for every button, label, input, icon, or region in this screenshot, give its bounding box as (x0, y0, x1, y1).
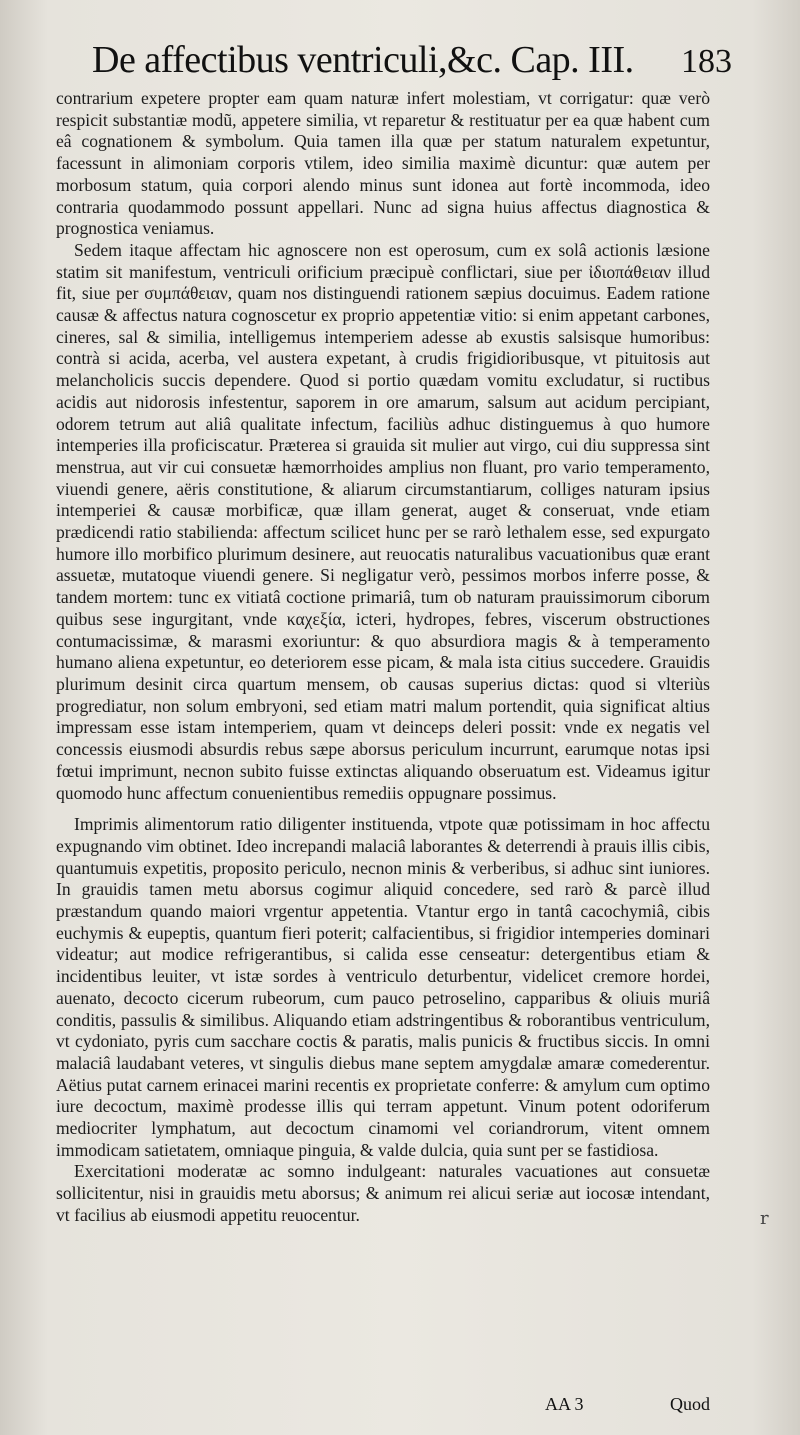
paragraph-continuation: contrarium expetere propter eam quam naturæ infert molestiam, vt corrigatur: quæ verò respicit substantiæ modũ, appetere similia, vt reparetur & restituatur per ea quæ habent cum eâ cognationem & symbolum. Quia tamen illa quæ per statum naturalem expetuntur, facessunt in alimoniam corporis vtilem, ideo similia maximè dicuntur: quæ autem per morbosum statum, quia corpori alendo minus sunt idonea aut fortè incommoda, ideo contraria quodammodo possunt appellari. Nunc ad signa huius affectus diagnostica & prognostica veniamus. (56, 88, 710, 239)
paragraph-diet: Imprimis alimentorum ratio diligenter instituenda, vtpote quæ potissimam in hoc affectu expugnando vim obtinet. Ideo increpandi malaciâ laborantes & deterrendi à prauis illis cibis, quantumuis expetitis, proposito periculo, necnon minis & verberibus, si adhuc sint iuniores. In grauidis tamen metu aborsus cogimur aliquid concedere, sed rarò & parcè illud præstandum quando maiori vrgentur appetentia. Vtantur ergo in tantâ cacochymiâ, cibis euchymis & eupeptis, quantum fieri poterit; calfacientibus, si frigidior intemperies dominari videatur; aut modice refrigerantibus, si calida esse censeatur: detergentibus etiam & incidentibus leuiter, vt istæ sordes à ventriculo deturbentur, videlicet cremore hordei, auenato, decocto cicerum rubeorum, cum pauco petroselino, capparibus & oliuis muriâ conditis, passulis & similibus. Aliquando etiam adstringentibus & roborantibus ventriculum, vt cydoniato, pyris cum sacchare coctis & paratis, malis punicis & fructibus siccis. In omni malaciâ laudabant veteres, vt singulis diebus mane septem amygdalæ amaræ comederentur. Aëtius putat carnem erinacei marini recentis ex proprietate conferre: & amylum cum optimo iure decoctum, maximè prodesse illis qui terram appetunt. Vinum potent odoriferum mediocriter lymphatum, aut decoctum cinamomi vel coriandrorum, vitent omnem immodicam satietatem, omniaque pinguia, & valde dulcia, quia sunt per se fastidiosa. (56, 814, 710, 1160)
paragraph-signs: Sedem itaque affectam hic agnoscere non est operosum, cum ex solâ actionis læsione statim sit manifestum, ventriculi orificium præcipuè conflictari, siue per ἰδιοπάθειαν illud fit, siue per συμπάθειαν, quam nos distinguendi rationem sæpius docuimus. Eadem ratione causæ & affectus natura cognoscetur ex proprio appetentiæ vitio: si enim appetant carbones, cineres, sal & similia, intelligemus intemperiem adesse ab exustis salsisque humoribus: contrà si acida, acerba, vel austera expetant, à crudis frigidioribusque, vt pituitosis aut melancholicis succis dependere. Quod si portio quædam vomitu excludatur, si ructibus acidis aut nidorosis infestentur, saporem in ore amarum, salsum aut acidum percipiant, odorem tetrum aut aliâ qualitate infectum, faciliùs adhuc distinguemus à quo humore intemperies illa proficiscatur. Præterea si grauida sit mulier aut virgo, cui diu suppressa sint menstrua, aut vir cui consuetæ hæmorrhoides amplius non fluant, pro vario temperamento, viuendi genere, aëris constitutione, & aliarum circumstantiarum, colliges naturam ipsius intemperiei & causæ morbificæ, quæ illam generat, auget & conseruat, vnde etiam prædicendi ratio stabilienda: affectum scilicet hunc per se rarò lethalem esse, sed expurgato humore illo morbifico plurimum desinere, aut reuocatis naturalibus vacuationibus quæ erant assuetæ, mutatoque viuendi genere. Si negligatur verò, pessimos morbos inferre posse, & tandem mortem: tunc ex vitiatâ coctione primariâ, tum ob naturam prauissimorum ciborum quibus sese ingurgitant, vnde καχεξία, icteri, hydropes, febres, viscerum obstructiones contumacissimæ, & marasmi exoriuntur: & quo absurdiora magis & à temperamento humano aliena expetuntur, eo deteriorem esse picam, & mala ista citius succedere. Grauidis plurimum desinit circa quartum mensem, ob causas superius dictas: quod si vlteriùs progrediatur, non solum embryoni, sed etiam matri malum portendit, quia significat altius impressam esse istam intemperiem, quam vt deinceps deleri possit: vnde ex negatis vel concessis eiusmodi absurdis rebus sæpe aborsus periculum incurrunt, earumque notas ipsi fœtui imprimunt, necnon subito fuisse extinctas aliquando obseruatum est. Videamus igitur quomodo hunc affectum conuenientibus remediis oppugnare possimus. (56, 239, 710, 803)
page-header (92, 38, 732, 88)
page-footer (545, 1394, 710, 1415)
paragraph-exercise: Exercitationi moderatæ ac somno indulgeant: naturales vacuationes aut consuetæ sollicitentur, nisi in grauidis metu aborsus; & animum rei alicui seriæ aut iocosæ intendant, vt facilius ab eiusmodi appetitu reuocentur. (56, 1161, 710, 1225)
signature-mark: AA 3 (545, 1394, 584, 1414)
body-text (56, 88, 710, 1227)
margin-mark: r (760, 1208, 769, 1229)
catchword: Quod (670, 1394, 710, 1414)
running-title: De affectibus ventriculi,&c. Cap. III. (92, 39, 634, 81)
page-number: 183 (681, 43, 732, 80)
